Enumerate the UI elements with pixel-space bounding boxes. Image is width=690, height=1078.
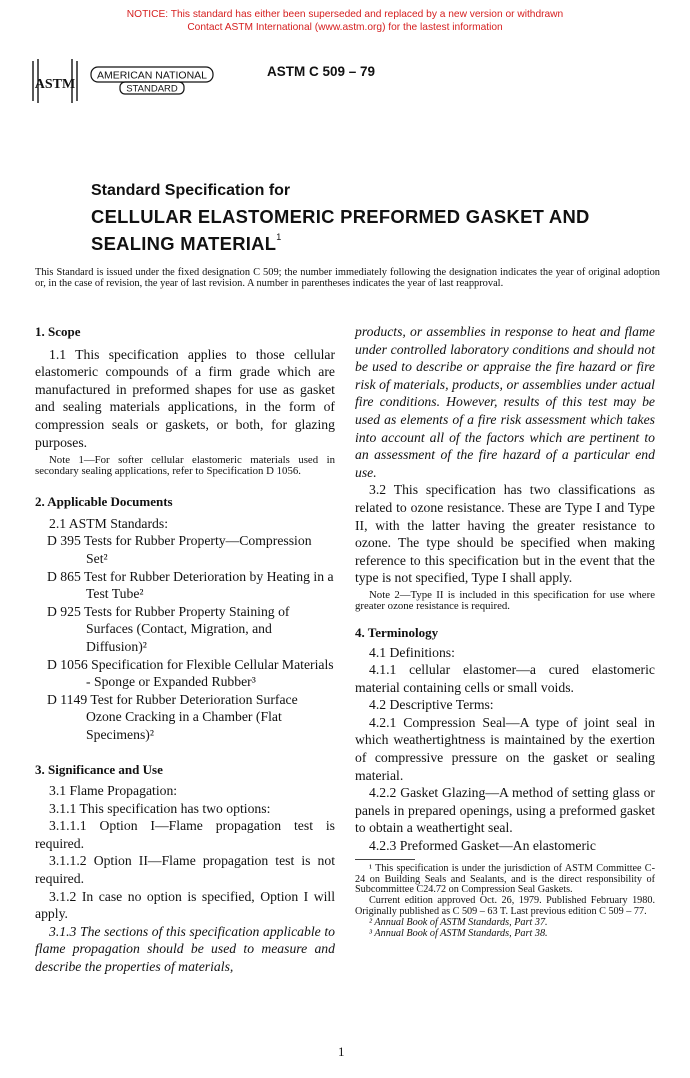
footnote-2: ² Annual Book of ASTM Standards, Part 37. [369,917,548,929]
withdrawal-notice-line1: NOTICE: This standard has either been superseded and replaced by a new version or withdrawn [126,9,564,20]
title-line3-text: SEALING MATERIAL [91,233,277,254]
section-4-2: 4.2 Descriptive Terms: [369,697,494,713]
section-3-1-3: 3.1.3 The sections of this specification applicable to flame propagation should be used to measure and describe the properties of materials, [35,923,335,974]
section-3-1-2: 3.1.2 In case no option is specified, Option I will apply. [35,888,335,922]
section-2-1: 2.1 ASTM Standards: [49,515,169,531]
standard-designation: ASTM C 509 – 79 [267,64,376,79]
title-footnote-mark: 1 [276,232,282,242]
footnote-1: ¹ This specification is under the jurisdiction of ASTM Committee C-24 on Building Seals and Sealants, and is the direct responsibility of Subcommittee C24.72 on Compression Seal Gaskets. [355,862,655,896]
section-3-1-1: 3.1.1 This specification has two options: [49,800,271,816]
section-3-1: 3.1 Flame Propagation: [49,783,178,799]
section-2-heading: 2. Applicable Documents [35,494,173,510]
section-3-heading: 3. Significance and Use [35,762,163,778]
section-4-2-3: 4.2.3 Preformed Gasket—An elastomeric [369,838,596,854]
section-1-heading: 1. Scope [35,324,81,339]
reference-d1149: D 1149 Test for Rubber Deterioration Surface Ozone Cracking in a Chamber (Flat Specimens)² [47,691,298,742]
section-4-1: 4.1 Definitions: [369,644,455,660]
badge-line1: AMERICAN NATIONAL [96,69,208,82]
right-column [355,323,655,940]
section-1-1: 1.1 This specification applies to those cellular elastomeric compounds of a firm grade which are manufactured in preformed shapes for use as gasket and sealing materials applications, in the form of compression seals or gaskets, or both, for glazing purposes. [35,346,335,450]
american-national-standard-badge [90,66,214,95]
title-line2: CELLULAR ELASTOMERIC PREFORMED GASKET AND [91,206,590,227]
note-1: Note 1—For softer cellular elastomeric materials used in secondary sealing applications, refer to Specification D 1056. [35,454,335,478]
section-3-2: 3.2 This specification has two classifications as related to ozone resistance. These are Type I and Type II, with the latter having the greater resistance to ozone. The type should be specified when making reference to this specification but in the event that the type is not specified, Type I shall apply. [355,482,655,586]
title-line3 [91,233,671,255]
note-2: Note 2—Type II is included in this specification for use where greater ozone resistance is required. [355,588,655,612]
section-4-2-2: 4.2.2 Gasket Glazing—A method of setting glass or panels in prepared openings, using a preformed gasket to obtain a weathertight seal. [355,785,655,836]
section-3-1-3-continued: products, or assemblies in response to heat and flame under controlled laboratory conditions and should not be used to describe or appraise the fire hazard or fire risk of materials, products, or assemblies under actual fire conditions. However, results of this test may be used as elements of a fire risk assessment which takes into account all of the factors which are pertinent to an assessment of the fire hazard of a particular end use. [355,324,655,480]
page-number: 1 [338,1044,345,1059]
withdrawal-notice-line2: Contact ASTM International (www.astm.org) for the lastest information [187,22,503,33]
reference-d925: D 925 Tests for Rubber Property Staining of Surfaces (Contact, Migration, and Diffusion)² [47,603,290,654]
section-3-1-1-1: 3.1.1.1 Option I—Flame propagation test is required. [35,818,335,851]
section-4-heading: 4. Terminology [355,624,439,640]
section-3-1-1-2: 3.1.1.2 Option II—Flame propagation test is not required. [35,853,335,887]
logo-text: ASTM [34,77,76,92]
footnote-divider [355,859,415,860]
reference-d1056: D 1056 Specification for Flexible Cellular Materials - Sponge or Expanded Rubber³ [47,656,334,690]
badge-line2: STANDARD [126,83,178,95]
reference-d865: D 865 Test for Rubber Deterioration by Heating in a Test Tube² [47,568,334,602]
footnote-3: ³ Annual Book of ASTM Standards, Part 38. [369,928,548,940]
reference-list [35,532,335,743]
section-4-2-1: 4.2.1 Compression Seal—A type of joint seal in which weathertightness is maintained by the exertion of compressive pressure on the gasket or sealing material. [355,714,655,783]
footnote-1-edition: Current edition approved Oct. 26, 1979. Published February 1980. Originally published as C 509 – 63 T. Last previous edition C 509 – 77. [355,895,655,918]
section-4-1-1: 4.1.1 cellular elastomer—a cured elastomeric material containing cells or small voids. [355,662,655,695]
title-line1: Standard Specification for [91,182,291,199]
left-column [35,323,335,976]
issued-note: This Standard is issued under the fixed designation C 509; the number immediately following the designation indicates the year of original adoption or, in the case of revision, the year of last revision. A number in parentheses indicates the year of last reapproval. [35,267,660,289]
astm-logo [28,55,82,107]
reference-d395: D 395 Tests for Rubber Property—Compression Set² [47,533,312,566]
